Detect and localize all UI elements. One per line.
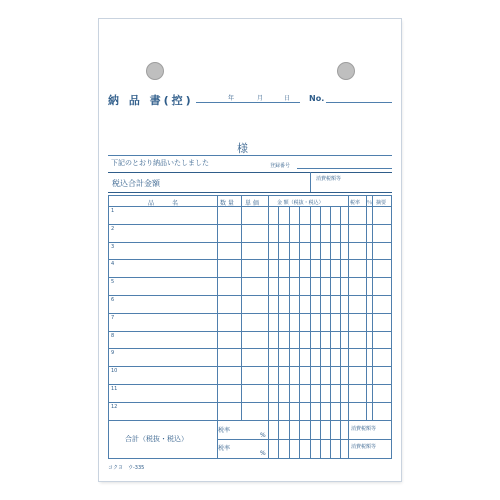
row-line	[108, 224, 392, 225]
grand-total-label: 合計（税抜・税込）	[125, 435, 188, 443]
unit-price-header: 単 価	[245, 200, 259, 207]
tax-divider	[310, 172, 311, 192]
row-number: 2	[111, 226, 115, 232]
honorific-sama: 様	[237, 142, 248, 155]
registration-underline[interactable]	[297, 168, 392, 169]
row-number: 9	[111, 350, 115, 356]
col-line	[241, 195, 242, 420]
row-line	[108, 295, 392, 296]
col-line	[320, 206, 321, 458]
row-line	[108, 242, 392, 243]
registration-number-label: 登録番号	[270, 163, 291, 169]
tax-rate-header: 税率	[350, 200, 361, 206]
col-line	[366, 195, 367, 420]
row-line	[108, 402, 392, 403]
table-right	[391, 195, 392, 458]
row-number: 5	[111, 279, 115, 285]
invoice-sheet	[99, 19, 401, 481]
col-line	[348, 195, 349, 458]
col-line	[372, 195, 373, 420]
row-number: 7	[111, 315, 115, 321]
day-label: 日	[284, 95, 291, 102]
rate-label-1: 税率	[218, 427, 231, 434]
tax-amount-label-2: 消費税額等	[351, 444, 377, 450]
customer-name-underline[interactable]	[108, 155, 392, 156]
row-number: 3	[111, 244, 115, 250]
col-line	[299, 206, 300, 458]
col-line	[217, 195, 218, 458]
percent-2: %	[260, 450, 266, 457]
amount-header: 金 額（税抜・税込）	[277, 200, 324, 206]
col-line	[310, 206, 311, 458]
total-incl-tax-label: 税込合計金額	[112, 179, 160, 188]
row-line	[108, 259, 392, 260]
total-box-top	[108, 172, 392, 173]
row-number: 6	[111, 297, 115, 303]
punch-hole-right	[337, 62, 355, 80]
product-code: ウ-335	[128, 465, 145, 471]
quantity-header: 数 量	[220, 200, 234, 207]
row-line	[108, 313, 392, 314]
rate-label-2: 税率	[218, 445, 231, 452]
row-line	[108, 277, 392, 278]
remarks-header: 摘要	[376, 200, 387, 206]
row-number: 10	[111, 368, 118, 374]
col-line	[278, 206, 279, 458]
col-line	[289, 206, 290, 458]
year-label: 年	[228, 95, 235, 102]
total-box-bottom	[108, 192, 392, 193]
row-number: 8	[111, 333, 115, 339]
table-top	[108, 195, 392, 196]
delivery-notice: 下記のとおり納品いたしました	[111, 159, 209, 167]
row-number: 1	[111, 208, 115, 214]
footer-bottom	[108, 458, 392, 459]
row-number: 12	[111, 404, 118, 410]
row-number: 4	[111, 261, 115, 267]
month-label: 月	[257, 95, 264, 102]
col-line	[330, 206, 331, 458]
footer-middle-line	[217, 439, 391, 440]
item-name-header: 品 名	[148, 200, 179, 207]
col-line	[268, 195, 269, 458]
table-left	[108, 195, 109, 458]
tax-flag-header: ％	[367, 200, 373, 206]
row-line	[108, 331, 392, 332]
number-label: No.	[309, 94, 325, 103]
row-line	[108, 348, 392, 349]
form-title: 納 品 書(控)	[108, 94, 194, 107]
row-line	[108, 384, 392, 385]
col-line	[340, 206, 341, 458]
row-line	[108, 366, 392, 367]
percent-1: %	[260, 432, 266, 439]
tax-amount-label: 消費税額等	[316, 176, 342, 182]
tax-amount-label-1: 消費税額等	[351, 426, 377, 432]
punch-hole-left	[146, 62, 164, 80]
date-underline	[196, 102, 300, 103]
number-underline[interactable]	[326, 102, 392, 103]
row-number: 11	[111, 386, 118, 392]
maker-name: コクヨ	[108, 465, 124, 471]
table-bottom	[108, 420, 392, 421]
